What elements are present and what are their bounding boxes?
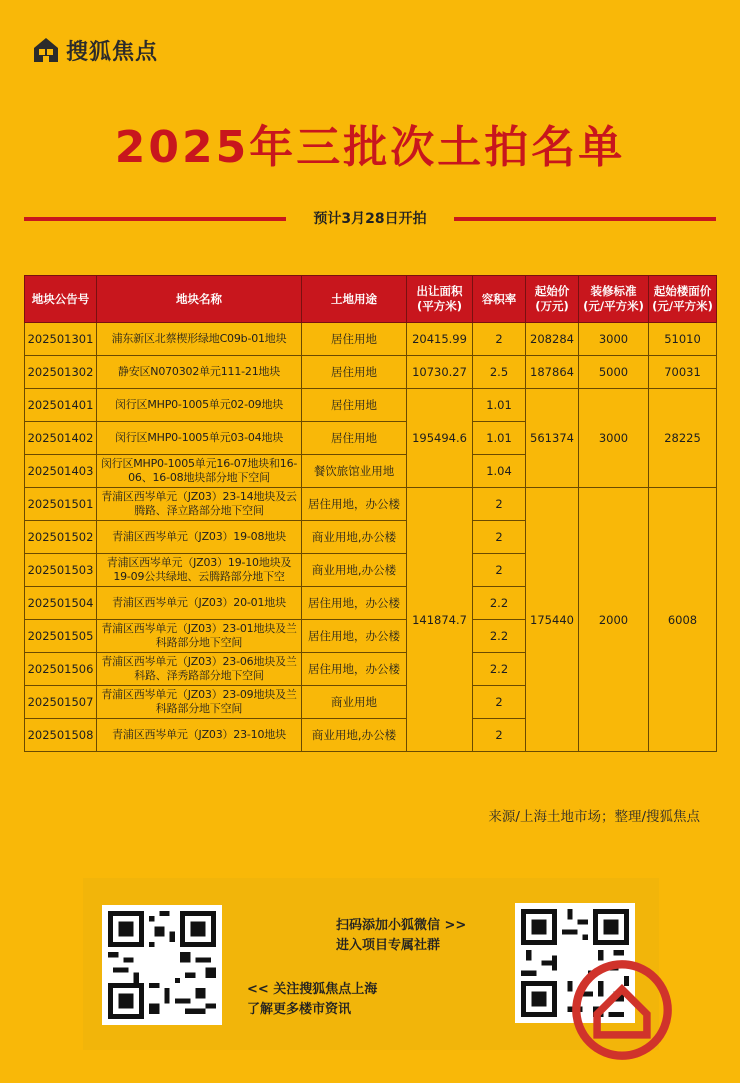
promo-wechat-line1: 扫码添加小狐微信 >>: [336, 918, 467, 933]
cell-far: 2: [473, 554, 526, 587]
table-row: [25, 356, 717, 389]
cell-area-qingpu: 141874.7: [407, 488, 473, 752]
cell-use: 居住用地: [302, 356, 407, 389]
cell-id: 202501501: [25, 488, 97, 521]
cell-name: 青浦区西岑单元（JZ03）23-10地块: [97, 719, 302, 752]
brand-logo: [32, 34, 158, 66]
table-header-row: [25, 276, 717, 323]
cell-name: 静安区N070302单元111-21地块: [97, 356, 302, 389]
header-deco: 装修标准 (元/平方米): [579, 276, 649, 323]
header-price: 起始价 (万元): [526, 276, 579, 323]
cell-use: 商业用地,办公楼: [302, 554, 407, 587]
cell-far: 2: [473, 719, 526, 752]
cell-floor-price: 51010: [649, 323, 717, 356]
divider-right: [454, 217, 716, 221]
sohu-house-logo-icon: [32, 36, 60, 64]
cell-id: 202501507: [25, 686, 97, 719]
cell-name: 青浦区西岑单元（JZ03）20-01地块: [97, 587, 302, 620]
cell-use: 居住用地: [302, 422, 407, 455]
promo-follow: [247, 980, 377, 1020]
cell-name: 闵行区MHP0-1005单元02-09地块: [97, 389, 302, 422]
cell-far: 1.01: [473, 422, 526, 455]
cell-far: 2: [473, 323, 526, 356]
cell-name: 青浦区西岑单元（JZ03）19-08地块: [97, 521, 302, 554]
promo-wechat: [336, 916, 466, 956]
cell-area-minhang: 195494.6: [407, 389, 473, 488]
cell-name: 青浦区西岑单元（JZ03）23-06地块及兰科路、泽秀路部分地下空间: [97, 653, 302, 686]
cell-id: 202501505: [25, 620, 97, 653]
cell-name: 闵行区MHP0-1005单元16-07地块和16-06、16-08地块部分地下空间: [97, 455, 302, 488]
qr-center-logo: [149, 952, 175, 978]
cell-far: 2.2: [473, 620, 526, 653]
subtitle: 预计3月28日开拍: [313, 211, 427, 227]
cell-deco-qingpu: 2000: [579, 488, 649, 752]
cell-floor-price-qingpu: 6008: [649, 488, 717, 752]
cell-name: 闵行区MHP0-1005单元03-04地块: [97, 422, 302, 455]
cell-id: 202501502: [25, 521, 97, 554]
cell-name: 浦东新区北蔡楔形绿地C09b-01地块: [97, 323, 302, 356]
cell-name: 青浦区西岑单元（JZ03）19-10地块及19-09公共绿地、云腾路部分地下空: [97, 554, 302, 587]
divider-left: [24, 217, 286, 221]
qr-code-wechat[interactable]: [515, 903, 635, 1023]
header-far: 容积率: [473, 276, 526, 323]
cell-name: 青浦区西岑单元（JZ03）23-09地块及兰科路部分地下空间: [97, 686, 302, 719]
cell-far: 2.5: [473, 356, 526, 389]
cell-use: 商业用地: [302, 686, 407, 719]
cell-deco: 3000: [579, 323, 649, 356]
cell-area: 10730.27: [407, 356, 473, 389]
header-area: 出让面积 (平方米): [407, 276, 473, 323]
cell-id: 202501301: [25, 323, 97, 356]
source-note: 来源/上海土地市场；整理/搜狐焦点: [488, 809, 700, 825]
header-use: 土地用途: [302, 276, 407, 323]
table-row: [25, 323, 717, 356]
cell-name: 青浦区西岑单元（JZ03）23-01地块及兰科路部分地下空间: [97, 620, 302, 653]
header-name: 地块名称: [97, 276, 302, 323]
promo-follow-line2: 了解更多楼市资讯: [247, 1002, 352, 1017]
promo-wechat-line2: 进入项目专属社群: [336, 938, 441, 953]
cell-floor-price: 70031: [649, 356, 717, 389]
cell-id: 202501504: [25, 587, 97, 620]
subtitle-row: [24, 209, 716, 229]
cell-id: 202501402: [25, 422, 97, 455]
cell-use: 居住用地: [302, 389, 407, 422]
page-title: 2025年三批次土拍名单: [114, 122, 626, 173]
cell-id: 202501401: [25, 389, 97, 422]
qr-promo-panel: [83, 878, 659, 1050]
cell-use: 餐饮旅馆业用地: [302, 455, 407, 488]
header-id: 地块公告号: [25, 276, 97, 323]
cell-price-minhang: 561374: [526, 389, 579, 488]
cell-use: 商业用地,办公楼: [302, 719, 407, 752]
cell-id: 202501506: [25, 653, 97, 686]
brand-name: 搜狐焦点: [66, 39, 159, 65]
cell-use: 居住用地: [302, 323, 407, 356]
home-icon: [568, 956, 676, 1064]
header-floor-price: 起始楼面价 (元/平方米): [649, 276, 717, 323]
qr-center-logo: [562, 950, 588, 976]
cell-use: 居住用地，办公楼: [302, 587, 407, 620]
qr-code-follow[interactable]: [102, 905, 222, 1025]
cell-price: 187864: [526, 356, 579, 389]
land-auction-table: [24, 275, 717, 752]
cell-id: 202501508: [25, 719, 97, 752]
cell-far: 2.2: [473, 587, 526, 620]
cell-use: 居住用地，办公楼: [302, 620, 407, 653]
cell-id: 202501302: [25, 356, 97, 389]
table-row: [25, 488, 717, 521]
cell-area: 20415.99: [407, 323, 473, 356]
cell-name: 青浦区西岑单元（JZ03）23-14地块及云腾路、泽立路部分地下空间: [97, 488, 302, 521]
cell-price-qingpu: 175440: [526, 488, 579, 752]
cell-use: 居住用地，办公楼: [302, 653, 407, 686]
cell-deco-minhang: 3000: [579, 389, 649, 488]
cell-far: 2: [473, 521, 526, 554]
cell-far: 1.01: [473, 389, 526, 422]
cell-use: 居住用地，办公楼: [302, 488, 407, 521]
cell-floor-price-minhang: 28225: [649, 389, 717, 488]
cell-far: 1.04: [473, 455, 526, 488]
promo-follow-line1: << 关注搜狐焦点上海: [247, 982, 378, 997]
cell-far: 2.2: [473, 653, 526, 686]
cell-use: 商业用地,办公楼: [302, 521, 407, 554]
cell-far: 2: [473, 488, 526, 521]
cell-id: 202501403: [25, 455, 97, 488]
cell-deco: 5000: [579, 356, 649, 389]
cell-far: 2: [473, 686, 526, 719]
cell-price: 208284: [526, 323, 579, 356]
table-row: [25, 389, 717, 422]
cell-id: 202501503: [25, 554, 97, 587]
